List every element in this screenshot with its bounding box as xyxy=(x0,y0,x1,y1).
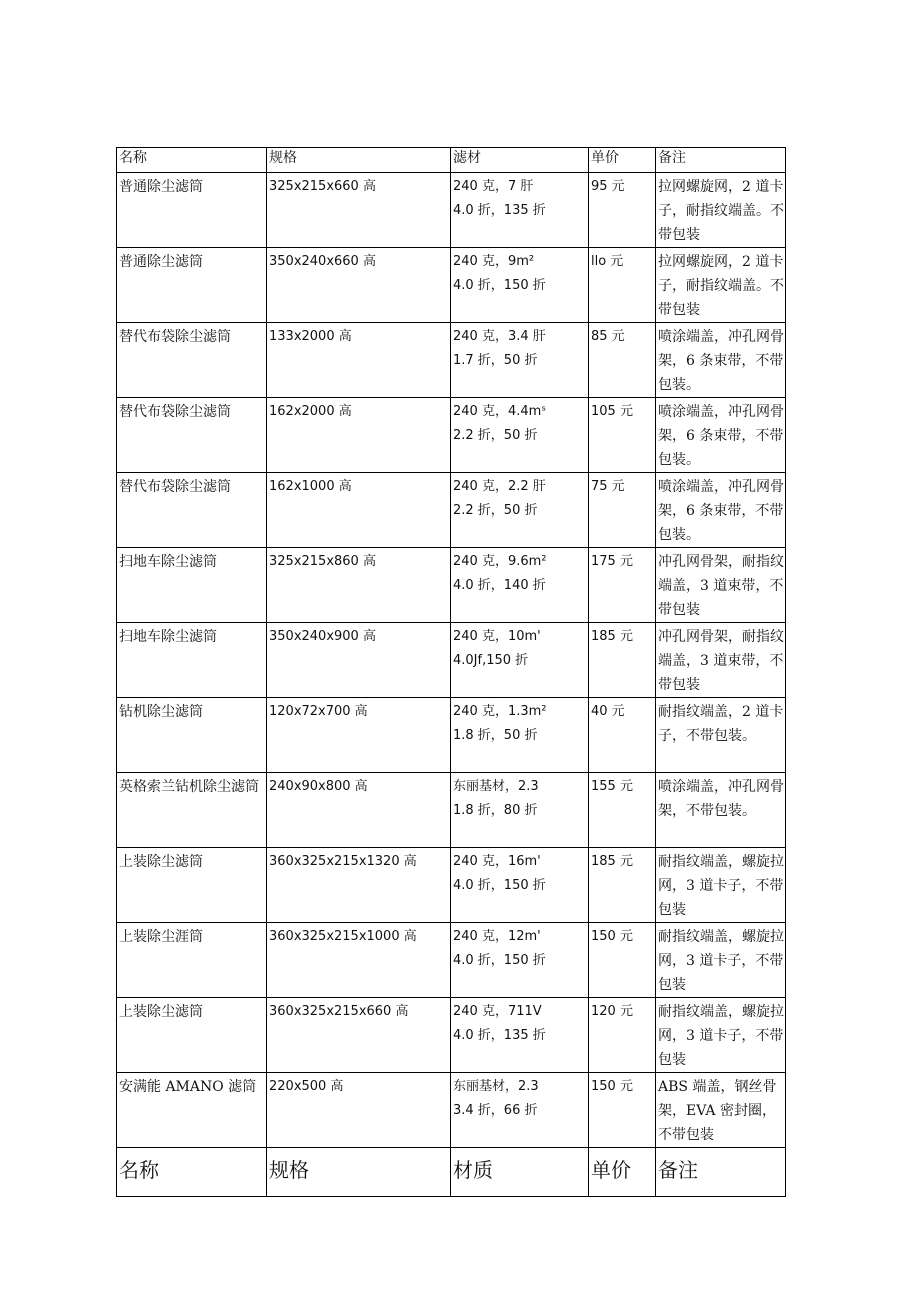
material-line: 240 克，1.3m² xyxy=(453,704,547,719)
table-row xyxy=(117,173,786,248)
table-header-row xyxy=(117,148,786,173)
material-line: 240 克，9m² xyxy=(453,254,535,269)
material-line: 4.0Jf,150 折 xyxy=(453,653,529,668)
material-line: 4.0 折，135 折 xyxy=(453,203,546,218)
table-row xyxy=(117,998,786,1073)
cell-price: 75 元 xyxy=(589,473,656,548)
header-spec: 规格 xyxy=(267,148,451,173)
cell-spec: 350x240x900 高 xyxy=(267,623,451,698)
cell-price: 120 元 xyxy=(589,998,656,1073)
material-line: 2.2 折，50 折 xyxy=(453,428,538,443)
cell-price: 85 元 xyxy=(589,323,656,398)
cell-spec: 350x240x660 高 xyxy=(267,248,451,323)
cell-price: 95 元 xyxy=(589,173,656,248)
table-row xyxy=(117,323,786,398)
cell-spec: 162x2000 高 xyxy=(267,398,451,473)
cell-note: 喷涂端盖，冲孔网骨架，6 条束带，不带包装。 xyxy=(656,398,786,473)
cell-name: 替代布袋除尘滤筒 xyxy=(117,473,267,548)
cell-spec: 220x500 高 xyxy=(267,1073,451,1148)
cell-material xyxy=(451,173,589,248)
header-price: 单价 xyxy=(589,148,656,173)
table-row xyxy=(117,698,786,773)
material-line: 2.2 折，50 折 xyxy=(453,503,538,518)
cell-material xyxy=(451,848,589,923)
cell-name: 普通除尘滤筒 xyxy=(117,248,267,323)
material-line: 240 克，10m' xyxy=(453,629,541,644)
material-line: 4.0 折，135 折 xyxy=(453,1028,546,1043)
cell-price: 185 元 xyxy=(589,623,656,698)
cell-name: 英格索兰钻机除尘滤筒 xyxy=(117,773,267,848)
cell-price: 155 元 xyxy=(589,773,656,848)
table-row xyxy=(117,398,786,473)
cell-material xyxy=(451,248,589,323)
cell-note: 拉网螺旋网，2 道卡子，耐指纹端盖。不带包装 xyxy=(656,173,786,248)
cell-note: 冲孔网骨架，耐指纹端盖，3 道束带，不带包装 xyxy=(656,623,786,698)
cell-name: 上装除尘滤筒 xyxy=(117,998,267,1073)
material-line: 240 克，7 肝 xyxy=(453,179,534,194)
header-note: 备注 xyxy=(656,148,786,173)
table-row xyxy=(117,623,786,698)
cell-name: 上装除尘滤筒 xyxy=(117,848,267,923)
cell-material xyxy=(451,398,589,473)
cell-note: 冲孔网骨架，耐指纹端盖，3 道束带，不带包装 xyxy=(656,548,786,623)
table-row xyxy=(117,473,786,548)
cell-spec: 162x1000 高 xyxy=(267,473,451,548)
cell-name: 钻机除尘滤筒 xyxy=(117,698,267,773)
material-line: 240 克，9.6m² xyxy=(453,554,547,569)
material-line: 4.0 折，150 折 xyxy=(453,878,546,893)
material-line: 240 克，2.2 肝 xyxy=(453,479,546,494)
cell-material xyxy=(451,473,589,548)
cell-name: 上装除尘涯筒 xyxy=(117,923,267,998)
material-line: 240 克，3.4 肝 xyxy=(453,329,546,344)
cell-name: 扫地车除尘滤筒 xyxy=(117,623,267,698)
footer-name: 名称 xyxy=(117,1148,267,1197)
cell-note: 耐指纹端盖，螺旋拉网，3 道卡子，不带包装 xyxy=(656,923,786,998)
header-material: 滤材 xyxy=(451,148,589,173)
cell-note: 耐指纹端盖，2 道卡子，不带包装。 xyxy=(656,698,786,773)
cell-note: 拉网螺旋网，2 道卡子，耐指纹端盖。不带包装 xyxy=(656,248,786,323)
table-footer-row xyxy=(117,1148,786,1197)
cell-material xyxy=(451,923,589,998)
header-name: 名称 xyxy=(117,148,267,173)
cell-name: 扫地车除尘滤筒 xyxy=(117,548,267,623)
cell-material xyxy=(451,323,589,398)
cell-note: 喷涂端盖，冲孔网骨架，6 条束带，不带包装。 xyxy=(656,473,786,548)
cell-note: 喷涂端盖，冲孔网骨架，不带包装。 xyxy=(656,773,786,848)
cell-note: ABS 端盖，钢丝骨架，EVA 密封圈，不带包装 xyxy=(656,1073,786,1148)
material-line: 240 克，711V xyxy=(453,1004,542,1019)
table-row xyxy=(117,848,786,923)
cell-material xyxy=(451,998,589,1073)
cell-material xyxy=(451,623,589,698)
cell-spec: 325x215x860 高 xyxy=(267,548,451,623)
footer-spec: 规格 xyxy=(267,1148,451,1197)
cell-note: 耐指纹端盖，螺旋拉网，3 道卡子，不带包装 xyxy=(656,998,786,1073)
table-row xyxy=(117,548,786,623)
material-line: 1.8 折，80 折 xyxy=(453,803,538,818)
cell-material xyxy=(451,1073,589,1148)
material-line: 4.0 折，150 折 xyxy=(453,953,546,968)
cell-name: 替代布袋除尘滤筒 xyxy=(117,398,267,473)
cell-price: 175 元 xyxy=(589,548,656,623)
material-line: 4.0 折，150 折 xyxy=(453,278,546,293)
material-line: 240 克，16m' xyxy=(453,854,541,869)
cell-price: 150 元 xyxy=(589,1073,656,1148)
cell-spec: 133x2000 高 xyxy=(267,323,451,398)
cell-material xyxy=(451,698,589,773)
cell-spec: 240x90x800 高 xyxy=(267,773,451,848)
cell-note: 耐指纹端盖，螺旋拉网，3 道卡子，不带包装 xyxy=(656,848,786,923)
table-row xyxy=(117,1073,786,1148)
cell-spec: 360x325x215x1000 高 xyxy=(267,923,451,998)
cell-price: 40 元 xyxy=(589,698,656,773)
cell-material xyxy=(451,773,589,848)
cell-name: 安满能 AMANO 滤筒 xyxy=(117,1073,267,1148)
footer-material: 材质 xyxy=(451,1148,589,1197)
cell-name: 普通除尘滤筒 xyxy=(117,173,267,248)
table-row xyxy=(117,923,786,998)
price-table xyxy=(116,147,786,1197)
material-line: 1.7 折，50 折 xyxy=(453,353,538,368)
cell-spec: 325x215x660 高 xyxy=(267,173,451,248)
material-line: 东丽基材，2.3 xyxy=(453,779,539,794)
cell-name: 替代布袋除尘滤筒 xyxy=(117,323,267,398)
cell-price: 105 元 xyxy=(589,398,656,473)
cell-note: 喷涂端盖，冲孔网骨架，6 条束带，不带包装。 xyxy=(656,323,786,398)
footer-note: 备注 xyxy=(656,1148,786,1197)
cell-spec: 360x325x215x660 高 xyxy=(267,998,451,1073)
cell-material xyxy=(451,548,589,623)
cell-price: 185 元 xyxy=(589,848,656,923)
material-line: 东丽基材，2.3 xyxy=(453,1079,539,1094)
material-line: 240 克，12m' xyxy=(453,929,541,944)
material-line: 3.4 折，66 折 xyxy=(453,1103,538,1118)
cell-price: llo 元 xyxy=(589,248,656,323)
material-line: 240 克，4.4mˢ xyxy=(453,404,547,419)
material-line: 1.8 折，50 折 xyxy=(453,728,538,743)
footer-price: 单价 xyxy=(589,1148,656,1197)
table-row xyxy=(117,248,786,323)
cell-price: 150 元 xyxy=(589,923,656,998)
cell-spec: 360x325x215x1320 高 xyxy=(267,848,451,923)
table-row xyxy=(117,773,786,848)
material-line: 4.0 折，140 折 xyxy=(453,578,546,593)
cell-spec: 120x72x700 高 xyxy=(267,698,451,773)
